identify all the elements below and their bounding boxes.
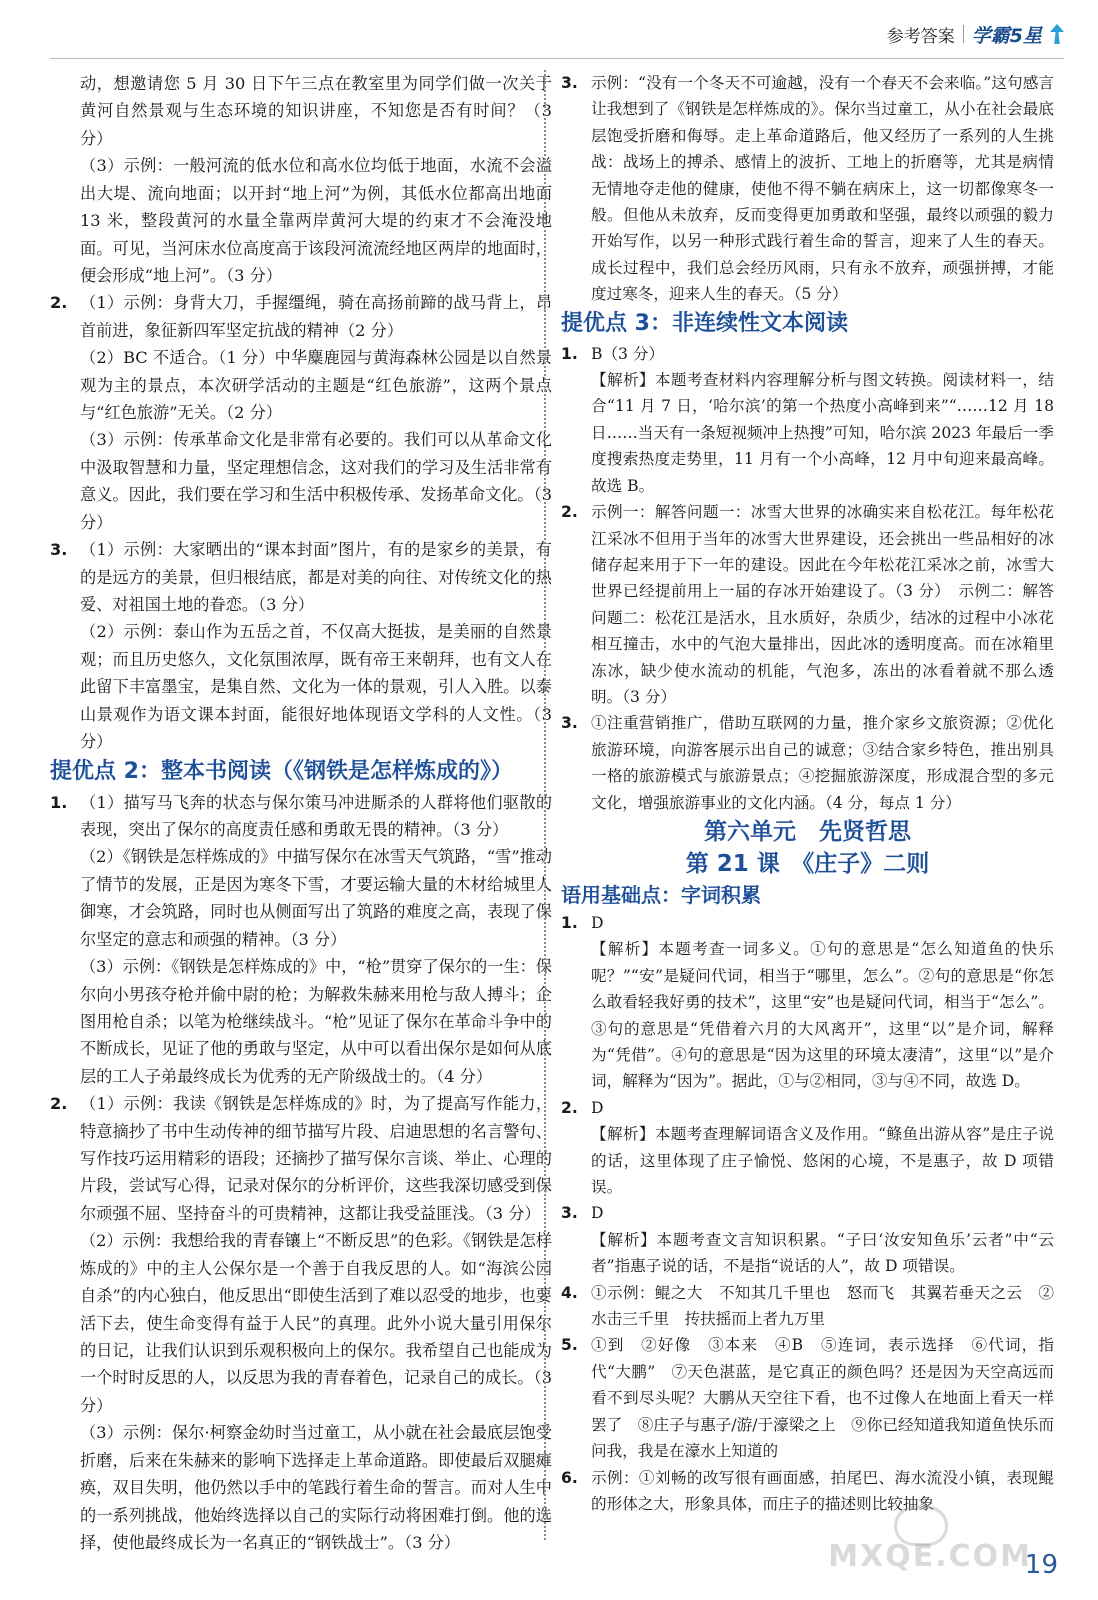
answer-paragraph: （2）BC 不适合。（1 分）中华麋鹿园与黄海森林公园是以自然景观为主的景点，本次研学活动的主题是“红色旅游”，这两个景点与“红色旅游”无关。（2 分） xyxy=(80,348,552,423)
header-rule xyxy=(50,58,1064,59)
answer-paragraph: （3）示例：保尔·柯察金幼时当过童工，从小就在社会最底层饱受折磨，后来在朱赫来的影响下选择走上革命道路。即使最后双腿瘫痪，双目失明，他仍然以手中的笔践行着生命的誓言。而对人生中的一系列挑战，他始终选择以自己的实际行动将困难打倒。他的选择，使他最终成长为一名真正的“钢铁战士”。（3 分） xyxy=(80,1423,552,1552)
question-4 xyxy=(561,1280,1054,1333)
page-header xyxy=(887,14,1064,54)
question-number: 1. xyxy=(561,344,578,363)
question-3 xyxy=(561,710,1054,816)
reference-answer-label: 参考答案 xyxy=(886,26,955,47)
page-number: 19 xyxy=(1024,1550,1058,1580)
question-6 xyxy=(561,1465,1054,1518)
question-number: 2. xyxy=(561,503,578,522)
question-3 xyxy=(50,536,552,618)
answer-text: 示例：①刘畅的改写很有画面感，拍尾巴、海水流没小镇，表现鲲的形体之大，形象具体，而庄子的描述则比较抽象 xyxy=(591,1468,1054,1513)
question-number: 3. xyxy=(561,74,578,92)
question-3 xyxy=(561,1200,1054,1226)
answer-text: （1）示例：大家晒出的“课本封面”图片，有的是家乡的美景，有的是远方的美景，但归根结底，都是对美的向往、对传统文化的热爱、对祖国土地的眷恋。（3 分） xyxy=(80,540,552,615)
answer-paragraph: （2）《钢铁是怎样炼成的》中描写保尔在冰雪天气筑路，“雪”推动了情节的发展，正是因为寒冬下雪，才要运输大量的木材给城里人御寒，才会筑路，同时也从侧面写出了筑路的难度之高，表现了保尔坚定的意志和顽强的精神。（3 分） xyxy=(80,847,552,949)
watermark: MXQE.COM xyxy=(828,1539,1032,1574)
question-5 xyxy=(561,1332,1054,1464)
analysis-paragraph: 【解析】本题考查理解词语含义及作用。“鲦鱼出游从容”是庄子说的话，这里体现了庄子愉悦、悠闲的心境，不是惠子，故 D 项错误。 xyxy=(591,1125,1054,1197)
question-number: 5. xyxy=(561,1336,578,1355)
unit-title: 第六单元 先贤哲思 xyxy=(704,818,911,845)
column-divider xyxy=(544,70,546,1540)
question-number: 4. xyxy=(561,1283,578,1302)
answer-text: ①示例：鲲之大 不知其几千里也 怒而飞 其翼若垂天之云 ②水击三千里 抟扶摇而上者九万里 xyxy=(591,1283,1054,1329)
answer-text: 示例一：解答问题一：冰雪大世界的冰确实来自松花江。每年松花江采冰不但用于当年的冰雪大世界建设，还会挑出一些品相好的冰储存起来用于下一年的建设。因此在今年松花江采冰之前，冰雪大世界已经提前用上一届的存冰开始建设了。（3 分） 示例二：解答问题二：松花江是活水，且水质好，杂质少，结冰的过程中小冰花相互撞击，水中的气泡大量排出，因此冰的透明度高。而在冰箱里冻冰，缺少使水流动的机能，气泡多，冻出的冰看着就不那么透明。（3 分） xyxy=(591,503,1054,706)
answer-text: B（3 分） xyxy=(591,344,665,363)
answer-text: （1）示例：身背大刀，手握缰绳，骑在高扬前蹄的战马背上，昂首前进，象征新四军坚定抗战的精神（2 分） xyxy=(80,293,552,340)
analysis-paragraph: 【解析】本题考查文言知识积累。“子曰‘汝安知鱼乐’云者”中“云者”指惠子说的话，不是指“说话的人”，故 D 项错误。 xyxy=(591,1230,1054,1276)
lesson-title: 第 21 课 《庄子》二则 xyxy=(685,850,930,877)
answer-text: D xyxy=(591,1204,604,1223)
answer-paragraph: （2）示例：泰山作为五岳之首，不仅高大挺拔，是美丽的自然景观；而且历史悠久，文化氛围浓厚，既有帝王来朝拜，也有文人在此留下丰富墨宝，是集自然、文化为一体的景观，引人入胜。以泰山景观作为语文课本封面，能很好地体现语文学科的人文性。（3 分） xyxy=(80,622,552,752)
question-2 xyxy=(50,1090,552,1227)
answer-text: D xyxy=(591,1098,604,1117)
question-number: 3. xyxy=(50,540,68,560)
answer-text: （1）示例：我读《钢铁是怎样炼成的》时，为了提高写作能力，特意摘抄了书中生动传神的细节描写片段、启迪思想的名言警句、写作技巧运用精彩的语段；还摘抄了描写保尔言谈、举止、心理的片段，尝试写心得，记录对保尔的分析评价，这些我深切感受到保尔顽强不屈、坚持奋斗的可贵精神，这都让我受益匪浅。（3 分） xyxy=(80,1094,552,1223)
question-number: 6. xyxy=(561,1468,578,1487)
answer-paragraph: （3）示例：一般河流的低水位和高水位均低于地面，水流不会溢出大堤、流向地面；以开封“地上河”为例，其低水位都高出地面 13 米，整段黄河的水量全靠两岸黄河大堤的约束才不会淹没地面。可见，当河床水位高度高于该段河流流经地区两岸的地面时，便会形成“地上河”。（3 分） xyxy=(80,156,552,285)
question-2 xyxy=(50,289,552,344)
question-number: 3. xyxy=(561,1204,578,1223)
answer-paragraph: （3）示例：《钢铁是怎样炼成的》中，“枪”贯穿了保尔的一生：保尔向小男孩夺枪并偷中尉的枪；为解救朱赫来用枪与敌人搏斗；企图用枪自杀；以笔为枪继续战斗。“枪”见证了保尔在革命斗争中的不断成长，见证了他的勇敢与坚定，从中可以看出保尔是如何从底层的工人子弟最终成长为优秀的无产阶级战士的。（4 分） xyxy=(80,957,552,1086)
answer-text: ①到 ②好像 ③本来 ④B ⑤连词，表示选择 ⑥代词，指代“大鹏” ⑦天色湛蓝，是它真正的颜色吗？还是因为天空高远而看不到尽头呢？大鹏从天空往下看，也不过像人在地面上看天一样罢了 ⑧庄子与惠子/游/于濠梁之上 ⑨你已经知道我知道鱼快乐而问我，我是在濠水上知道的 xyxy=(591,1336,1054,1461)
question-1 xyxy=(561,910,1054,936)
answer-text: D xyxy=(591,913,604,932)
answer-paragraph: （2）示例：我想给我的青春镶上“不断反思”的色彩。《钢铁是怎样炼成的》中的主人公保尔是一个善于自我反思的人。如“海滨公园自杀”的内心独白，他反思出“即使生活到了难以忍受的地步，也要活下去，使生命变得有益于人民”的真理。此外小说大量引用保尔的日记，让我们认识到乐观积极向上的保尔。我希望自己也能成为一个时时反思的人，以反思为我的青春着色，记录自己的成长。（3 分） xyxy=(80,1231,552,1415)
question-number: 2. xyxy=(50,293,68,313)
brand-arrow-icon xyxy=(1050,24,1064,44)
left-column xyxy=(50,70,552,1556)
question-1 xyxy=(50,789,552,844)
section-heading: 提优点 3：非连续性文本阅读 xyxy=(561,310,848,336)
brand-logo-text: 学霸5星 xyxy=(971,24,1042,47)
answer-text: 示例：“没有一个冬天不可逾越，没有一个春天不会来临。”这句感言让我想到了《钢铁是怎样炼成的》。保尔当过童工，从小在社会最底层饱受折磨和侮辱。走上革命道路后，他又经历了一系列的人生挑战：战场上的搏杀、感情上的波折、工地上的折磨等，尤其是病情无情地夺走他的健康，使他不得不躺在病床上，这一切都像寒冬一般。但他从未放弃，反而变得更加勇敢和坚强，最终以顽强的毅力开始写作，以另一种形式践行着生命的誓言，迎来了人生的春天。成长过程中，我们总会经历风雨，只有永不放弃，顽强拼搏，才能度过寒冬，迎来人生的春天。（5 分） xyxy=(591,74,1054,304)
question-2 xyxy=(561,499,1054,710)
question-number: 1. xyxy=(50,792,68,812)
question-number: 1. xyxy=(561,913,578,932)
question-number: 3. xyxy=(561,714,578,733)
question-1 xyxy=(561,341,1054,367)
answer-text: （1）描写马飞奔的状态与保尔策马冲进厮杀的人群将他们驱散的表现，突出了保尔的高度责任感和勇敢无畏的精神。（3 分） xyxy=(80,792,552,839)
section-heading: 语用基础点：字词积累 xyxy=(561,882,761,907)
answer-paragraph: 动，想邀请您 5 月 30 日下午三点在教室里为同学们做一次关于黄河自然景观与生态环境的知识讲座，不知您是否有时间？（3 分） xyxy=(80,74,552,148)
question-2 xyxy=(561,1095,1054,1121)
analysis-paragraph: 【解析】本题考查一词多义。①句的意思是“怎么知道鱼的快乐呢？”“安”是疑问代词，相当于“哪里，怎么”。②句的意思是“你怎么敢看轻我好勇的技术”，这里“安”也是疑问代词，相当于“怎么”。③句的意思是“凭借着六月的大风离开”，这里“以”是介词，解释为“凭借”。④句的意思是“因为这里的环境太凄清”，这里“以”是介词，解释为“因为”。据此，①与②相同，③与④不同，故选 D。 xyxy=(591,940,1054,1091)
analysis-paragraph: 【解析】本题考查材料内容理解分析与图文转换。阅读材料一，结合“11 月 7 日，‘哈尔滨’的第一个热度小高峰到来”“……12 月 18 日……当天有一条短视频冲上热搜”可知，哈尔滨 2023 年最后一季度搜索热度走势里，11 月有一个小高峰，12 月中旬迎来最高峰。故选 B。 xyxy=(591,371,1055,495)
question-3 xyxy=(561,70,1054,308)
answer-text: ①注重营销推广，借助互联网的力量，推介家乡文旅资源；②优化旅游环境，向游客展示出自己的诚意；③结合家乡特色，推出别具一格的旅游模式与旅游景点；④挖掘旅游深度，形成混合型的多元文化，增强旅游事业的文化内涵。（4 分，每点 1 分） xyxy=(591,714,1054,812)
header-separator xyxy=(963,25,964,43)
answer-paragraph: （3）示例：传承革命文化是非常有必要的。我们可以从革命文化中汲取智慧和力量，坚定理想信念，这对我们的学习及生活非常有意义。因此，我们要在学习和生活中积极传承、发扬革命文化。（3 分） xyxy=(80,430,552,532)
question-number: 2. xyxy=(50,1094,68,1114)
section-heading: 提优点 2：整本书阅读（《钢铁是怎样炼成的》） xyxy=(50,758,513,784)
right-column xyxy=(561,70,1054,1517)
question-number: 2. xyxy=(561,1098,578,1117)
